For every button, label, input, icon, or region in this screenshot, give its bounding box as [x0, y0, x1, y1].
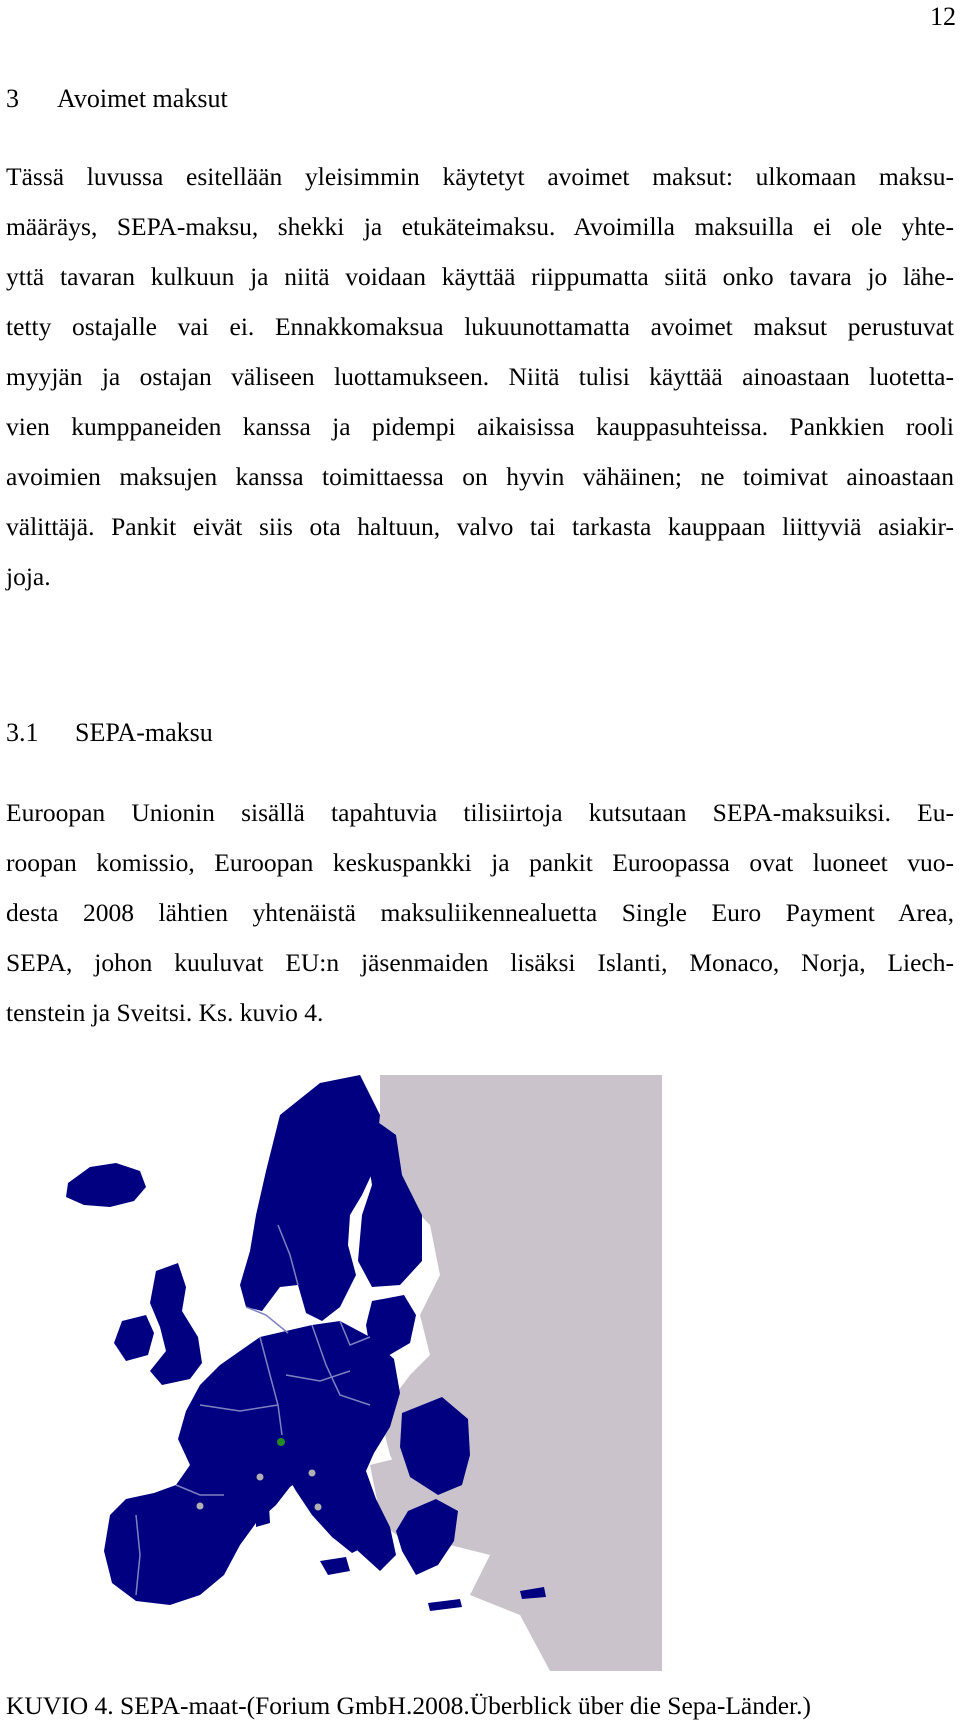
paragraph-line: roopan komissio, Euroopan keskuspankki ja pankit Euroopassa ovat luoneet vuo- — [6, 848, 954, 877]
paragraph-line: myyjän ja ostajan väliseen luottamukseen. Niitä tulisi käyttää ainoastaan luotetta- — [6, 362, 954, 391]
paragraph-line: SEPA, johon kuuluvat EU:n jäsenmaiden lisäksi Islanti, Monaco, Norja, Liech- — [6, 948, 954, 977]
paragraph-line: desta 2008 lähtien yhtenäistä maksuliikennealuetta Single Euro Payment Area, — [6, 898, 954, 927]
paragraph-line: vien kumppaneiden kanssa ja pidempi aikaisissa kauppasuhteissa. Pankkien rooli — [6, 412, 954, 441]
section-title: Avoimet maksut — [57, 84, 228, 113]
san-marino-marker — [309, 1470, 316, 1477]
liechtenstein-marker — [277, 1438, 285, 1446]
paragraph-line: joja. — [6, 562, 51, 591]
paragraph-line: yttä tavaran kulkuun ja niitä voidaan käyttää riippumatta siitä onko tavara jo lähe- — [6, 262, 954, 291]
section-title: SEPA-maksu — [75, 718, 213, 747]
figure-caption: KUVIO 4. SEPA-maat-(Forium GmbH.2008.Überblick über die Sepa-Länder.) — [6, 1691, 811, 1720]
paragraph-line: välittäjä. Pankit eivät siis ota haltuun, valvo tai tarkasta kauppaan liittyviä asiakir- — [6, 512, 954, 541]
paragraph-line: Tässä luvussa esitellään yleisimmin käytetyt avoimet maksut: ulkomaan maksu- — [6, 162, 954, 191]
paragraph-line: avoimien maksujen kanssa toimittaessa on hyvin vähäinen; ne toimivat ainoastaan — [6, 462, 954, 491]
vatican-marker — [315, 1504, 322, 1511]
monaco-marker — [257, 1474, 264, 1481]
sepa-map-figure — [50, 1075, 662, 1671]
section-3-1-paragraph — [6, 788, 954, 1038]
sepa-map — [50, 1075, 662, 1671]
section-number: 3.1 — [6, 718, 39, 747]
section-3-paragraph — [6, 152, 954, 602]
section-number: 3 — [6, 84, 19, 113]
paragraph-line: tetty ostajalle vai ei. Ennakkomaksua lukuunottamatta avoimet maksut perustuvat — [6, 312, 954, 341]
page-number: 12 — [930, 2, 956, 31]
paragraph-line: määräys, SEPA-maksu, shekki ja etukäteimaksu. Avoimilla maksuilla ei ole yhte- — [6, 212, 954, 241]
sepa-sardinia — [256, 1489, 270, 1527]
section-3-1-heading — [6, 718, 213, 748]
section-3-heading — [6, 84, 228, 114]
paragraph-line: Euroopan Unionin sisällä tapahtuvia tilisiirtoja kutsutaan SEPA-maksuiksi. Eu- — [6, 798, 954, 827]
paragraph-line: tenstein ja Sveitsi. Ks. kuvio 4. — [6, 998, 324, 1027]
andorra-marker — [197, 1503, 204, 1510]
